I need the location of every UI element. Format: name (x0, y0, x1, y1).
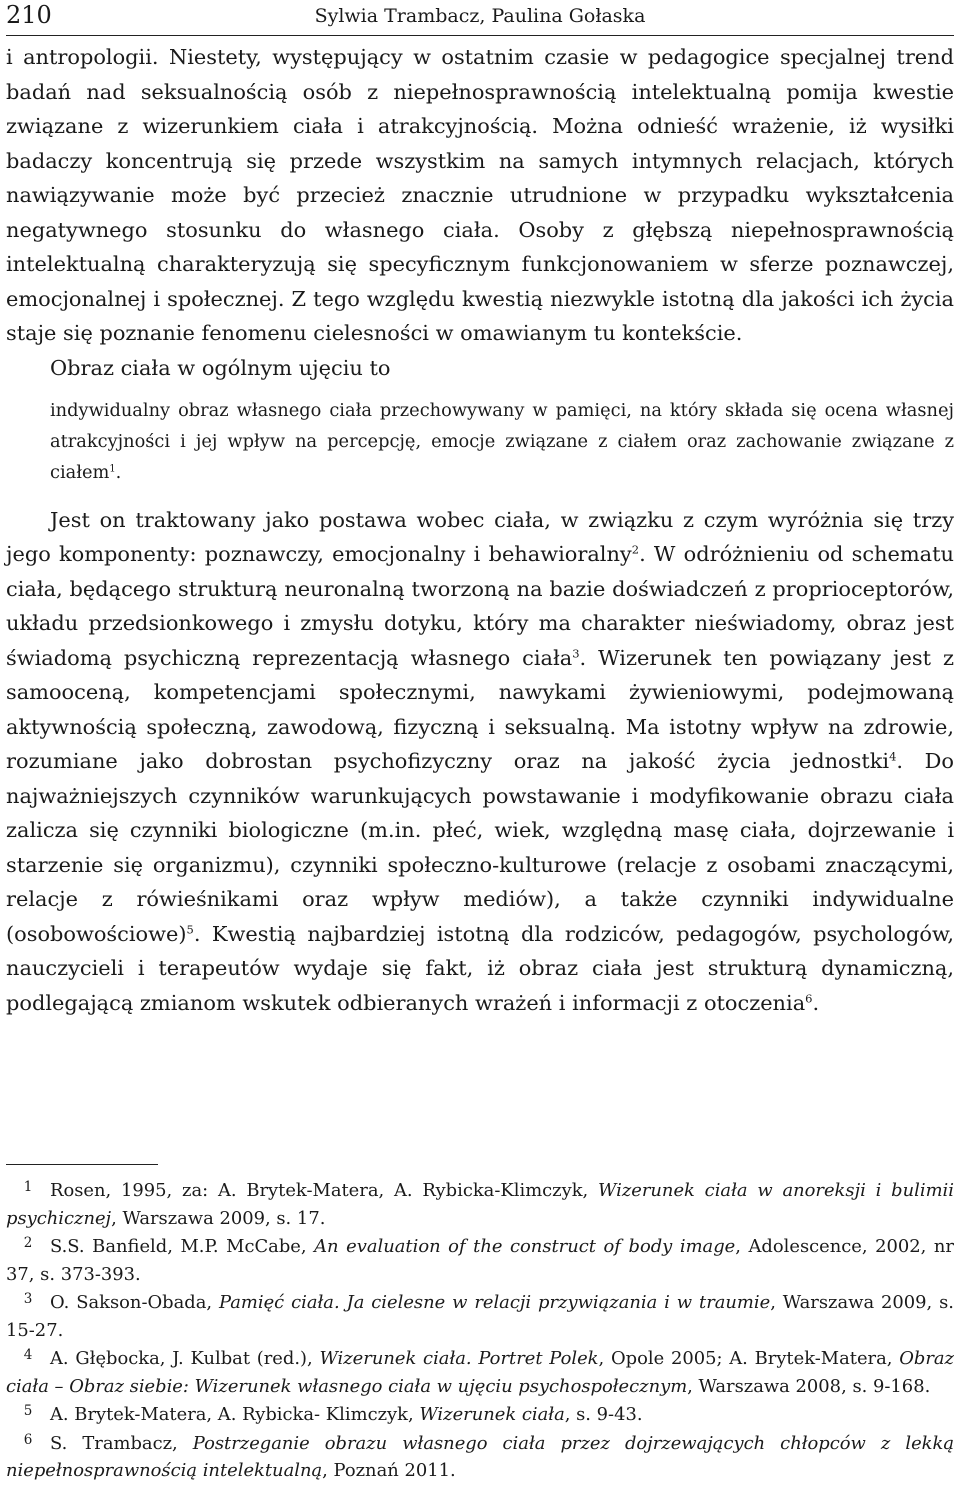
footnote-title: Wizerunek ciała. Portret Polek (319, 1348, 599, 1369)
quote-end: . (115, 462, 122, 484)
paragraph-sentence-6: . (812, 990, 820, 1015)
paragraph-body-image (6, 503, 954, 1021)
footnote-ref-3[interactable]: 3 (572, 646, 580, 661)
footnote-ref-5[interactable]: 5 (186, 922, 194, 937)
footnote-title: Postrzeganie obrazu własnego ciała przez dojrzewających chłopców z lekką niepełnosprawnością intelektualną (6, 1432, 955, 1481)
footnote-divider (6, 1164, 158, 1165)
footnote-text: S.S. Banfield, M.P. McCabe, (50, 1236, 315, 1257)
footnote-title: An evaluation of the construct of body image (314, 1236, 736, 1257)
quote-text: indywidualny obraz własnego ciała przechowywany w pamięci, na który składa się ocena własnej atrakcyjności i jej wpływ na percepcję, emocje związane z ciałem oraz zachowanie związane z ciałem (50, 400, 954, 484)
footnote-text: , Opole 2005; A. Brytek-Matera, (598, 1348, 900, 1369)
running-head-authors: Sylwia Trambacz, Paulina Gołaska (314, 5, 646, 27)
footnote-text: O. Sakson-Obada, (50, 1292, 219, 1313)
paragraph-intro-text: i antropologii. Niestety, występujący w ostatnim czasie w pedagogice specjalnej trend badań nad seksualnością osób z niepełnosprawnością intelektualną pomija kwestie związane z wizerunkiem ciała i atrakcyjnością. Można odnieść wrażenie, iż wysiłki badaczy koncentrują się przede wszystkim na samych intymnych relacjach, których nawiązywanie może być przecież znacznie utrudnione w przypadku wykształcenia negatywnego stosunku do własnego ciała. Osoby z głębszą niepełnosprawnością intelektualną charakteryzują się specyficznym funkcjonowaniem w sferze poznawczej, emocjonalnej i społecznej. Z tego względu kwestią niezwykle istotną dla jakości ich życia staje się poznanie fenomenu cielesności w omawianym tu kontekście. (6, 45, 954, 345)
footnote-2: 2 S.S. Banfield, M.P. McCabe, An evaluation of the construct of body image, Adolescence, 2002, nr 37, s. 373-393. (6, 1235, 954, 1285)
paragraph-sentence-4: . Do najważniejszych czynników warunkujących powstawanie i modyfikowanie obrazu ciała zalicza się czynniki biologiczne (m.in. płeć, wiek, względną masę ciała, dojrzewanie i starzenie się organizmu), czynniki społeczno-kulturowe (relacje z osobami znaczącymi, relacje z rówieśnikami oraz wpływ mediów), a także czynniki indywidualne (osobowościowe) (6, 749, 954, 946)
footnote-title: Wizerunek ciała w anoreksji i bulimii psychicznej (6, 1180, 954, 1229)
footnote-ref-6[interactable]: 6 (805, 991, 813, 1006)
footnote-ref-4[interactable]: 4 (889, 749, 897, 764)
page-header (6, 0, 954, 34)
header-divider (6, 35, 954, 36)
footnote-text: , Adolescence, 2002, nr 37, s. 373-393. (6, 1236, 954, 1285)
footnote-1: 1 Rosen, 1995, za: A. Brytek-Matera, A. Rybicka-Klimczyk, Wizerunek ciała w anoreksji i bulimii psychicznej, Warszawa 2009, s. 17. (6, 1179, 954, 1229)
footnote-5: 5 A. Brytek-Matera, A. Rybicka- Klimczyk, Wizerunek ciała, s. 9-43. (23, 1403, 643, 1425)
footnote-ref-1[interactable]: 1 (109, 464, 116, 476)
footnote-text: , s. 9-43. (564, 1404, 643, 1425)
paragraph-sentence-2: . W odróżnieniu od schematu ciała, będącego strukturą neuronalną tworzoną na bazie doświadczeń z proprioceptorów, układu przedsionkowego i zmysłu dotyku, który ma charakter nieświadomy, obraz jest świadomą psychiczną reprezentacją własnego ciała (6, 542, 954, 670)
paragraph-sentence-1: Jest on traktowany jako postawa wobec ciała, w związku z czym wyróżnia się trzy jego komponenty: poznawczy, emocjonalny i behawioralny (6, 507, 954, 567)
main-text (6, 40, 954, 1020)
footnote-text: A. Brytek-Matera, A. Rybicka- Klimczyk, (50, 1404, 420, 1425)
page-number: 210 (6, 1, 52, 29)
footnote-title: Wizerunek ciała (419, 1404, 565, 1425)
footnote-text: A. Głębocka, J. Kulbat (red.), (50, 1348, 320, 1369)
footnote-title: Obraz ciała – Obraz siebie: Wizerunek własnego ciała w ujęciu psychospołecznym (6, 1348, 954, 1397)
paragraph-sentence-3: . Wizerunek ten powiązany jest z samooceną, kompetencjami społecznymi, nawykami żywieniowymi, podejmowaną aktywnością społeczną, zawodową, fizyczną i seksualną. Ma istotny wpływ na zdrowie, rozumiane jako dobrostan psychofizyczny oraz na jakość życia jednostki (6, 645, 954, 774)
paragraph-intro (6, 40, 954, 351)
footnote-title: Pamięć ciała. Ja cielesne w relacji przywiązania i w traumie (218, 1292, 771, 1313)
footnote-text: S. Trambacz, (50, 1432, 193, 1454)
footnotes-section (6, 1164, 954, 1486)
block-quote (50, 395, 954, 489)
paragraph-definition-lead (6, 351, 954, 386)
footnote-4: 4 A. Głębocka, J. Kulbat (red.), Wizerunek ciała. Portret Polek, Opole 2005; A. Brytek-Matera, Obraz ciała – Obraz siebie: Wizerunek własnego ciała w ujęciu psychospołecznym, Warszawa 2008, s. 9-168. (6, 1347, 954, 1397)
definition-lead-text: Obraz ciała w ogólnym ujęciu to (50, 355, 391, 380)
footnote-6: 6 S. Trambacz, Postrzeganie obrazu własnego ciała przez dojrzewających chłopców z lekką niepełnosprawnością intelektualną, Poznań 2011. (6, 1431, 955, 1481)
footnote-text: , Warszawa 2008, s. 9-168. (687, 1375, 931, 1397)
footnote-text: Rosen, 1995, za: A. Brytek-Matera, A. Rybicka-Klimczyk, (50, 1180, 599, 1201)
footnote-text: , Warszawa 2009, s. 17. (111, 1207, 326, 1229)
footnote-3: 3 O. Sakson-Obada, Pamięć ciała. Ja cielesne w relacji przywiązania i w traumie, Warszawa 2009, s. 15-27. (6, 1291, 954, 1341)
footnote-text: , Poznań 2011. (322, 1460, 456, 1481)
paragraph-sentence-5: . Kwestią najbardziej istotną dla rodziców, pedagogów, psychologów, nauczycieli i terapeutów wydaje się fakt, iż obraz ciała jest strukturą dynamiczną, podlegającą zmianom wskutek odbieranych wrażeń i informacji z otoczenia (6, 921, 954, 1015)
footnote-text: , Warszawa 2009, s. 15-27. (6, 1292, 954, 1341)
footnote-ref-2[interactable]: 2 (631, 542, 640, 557)
